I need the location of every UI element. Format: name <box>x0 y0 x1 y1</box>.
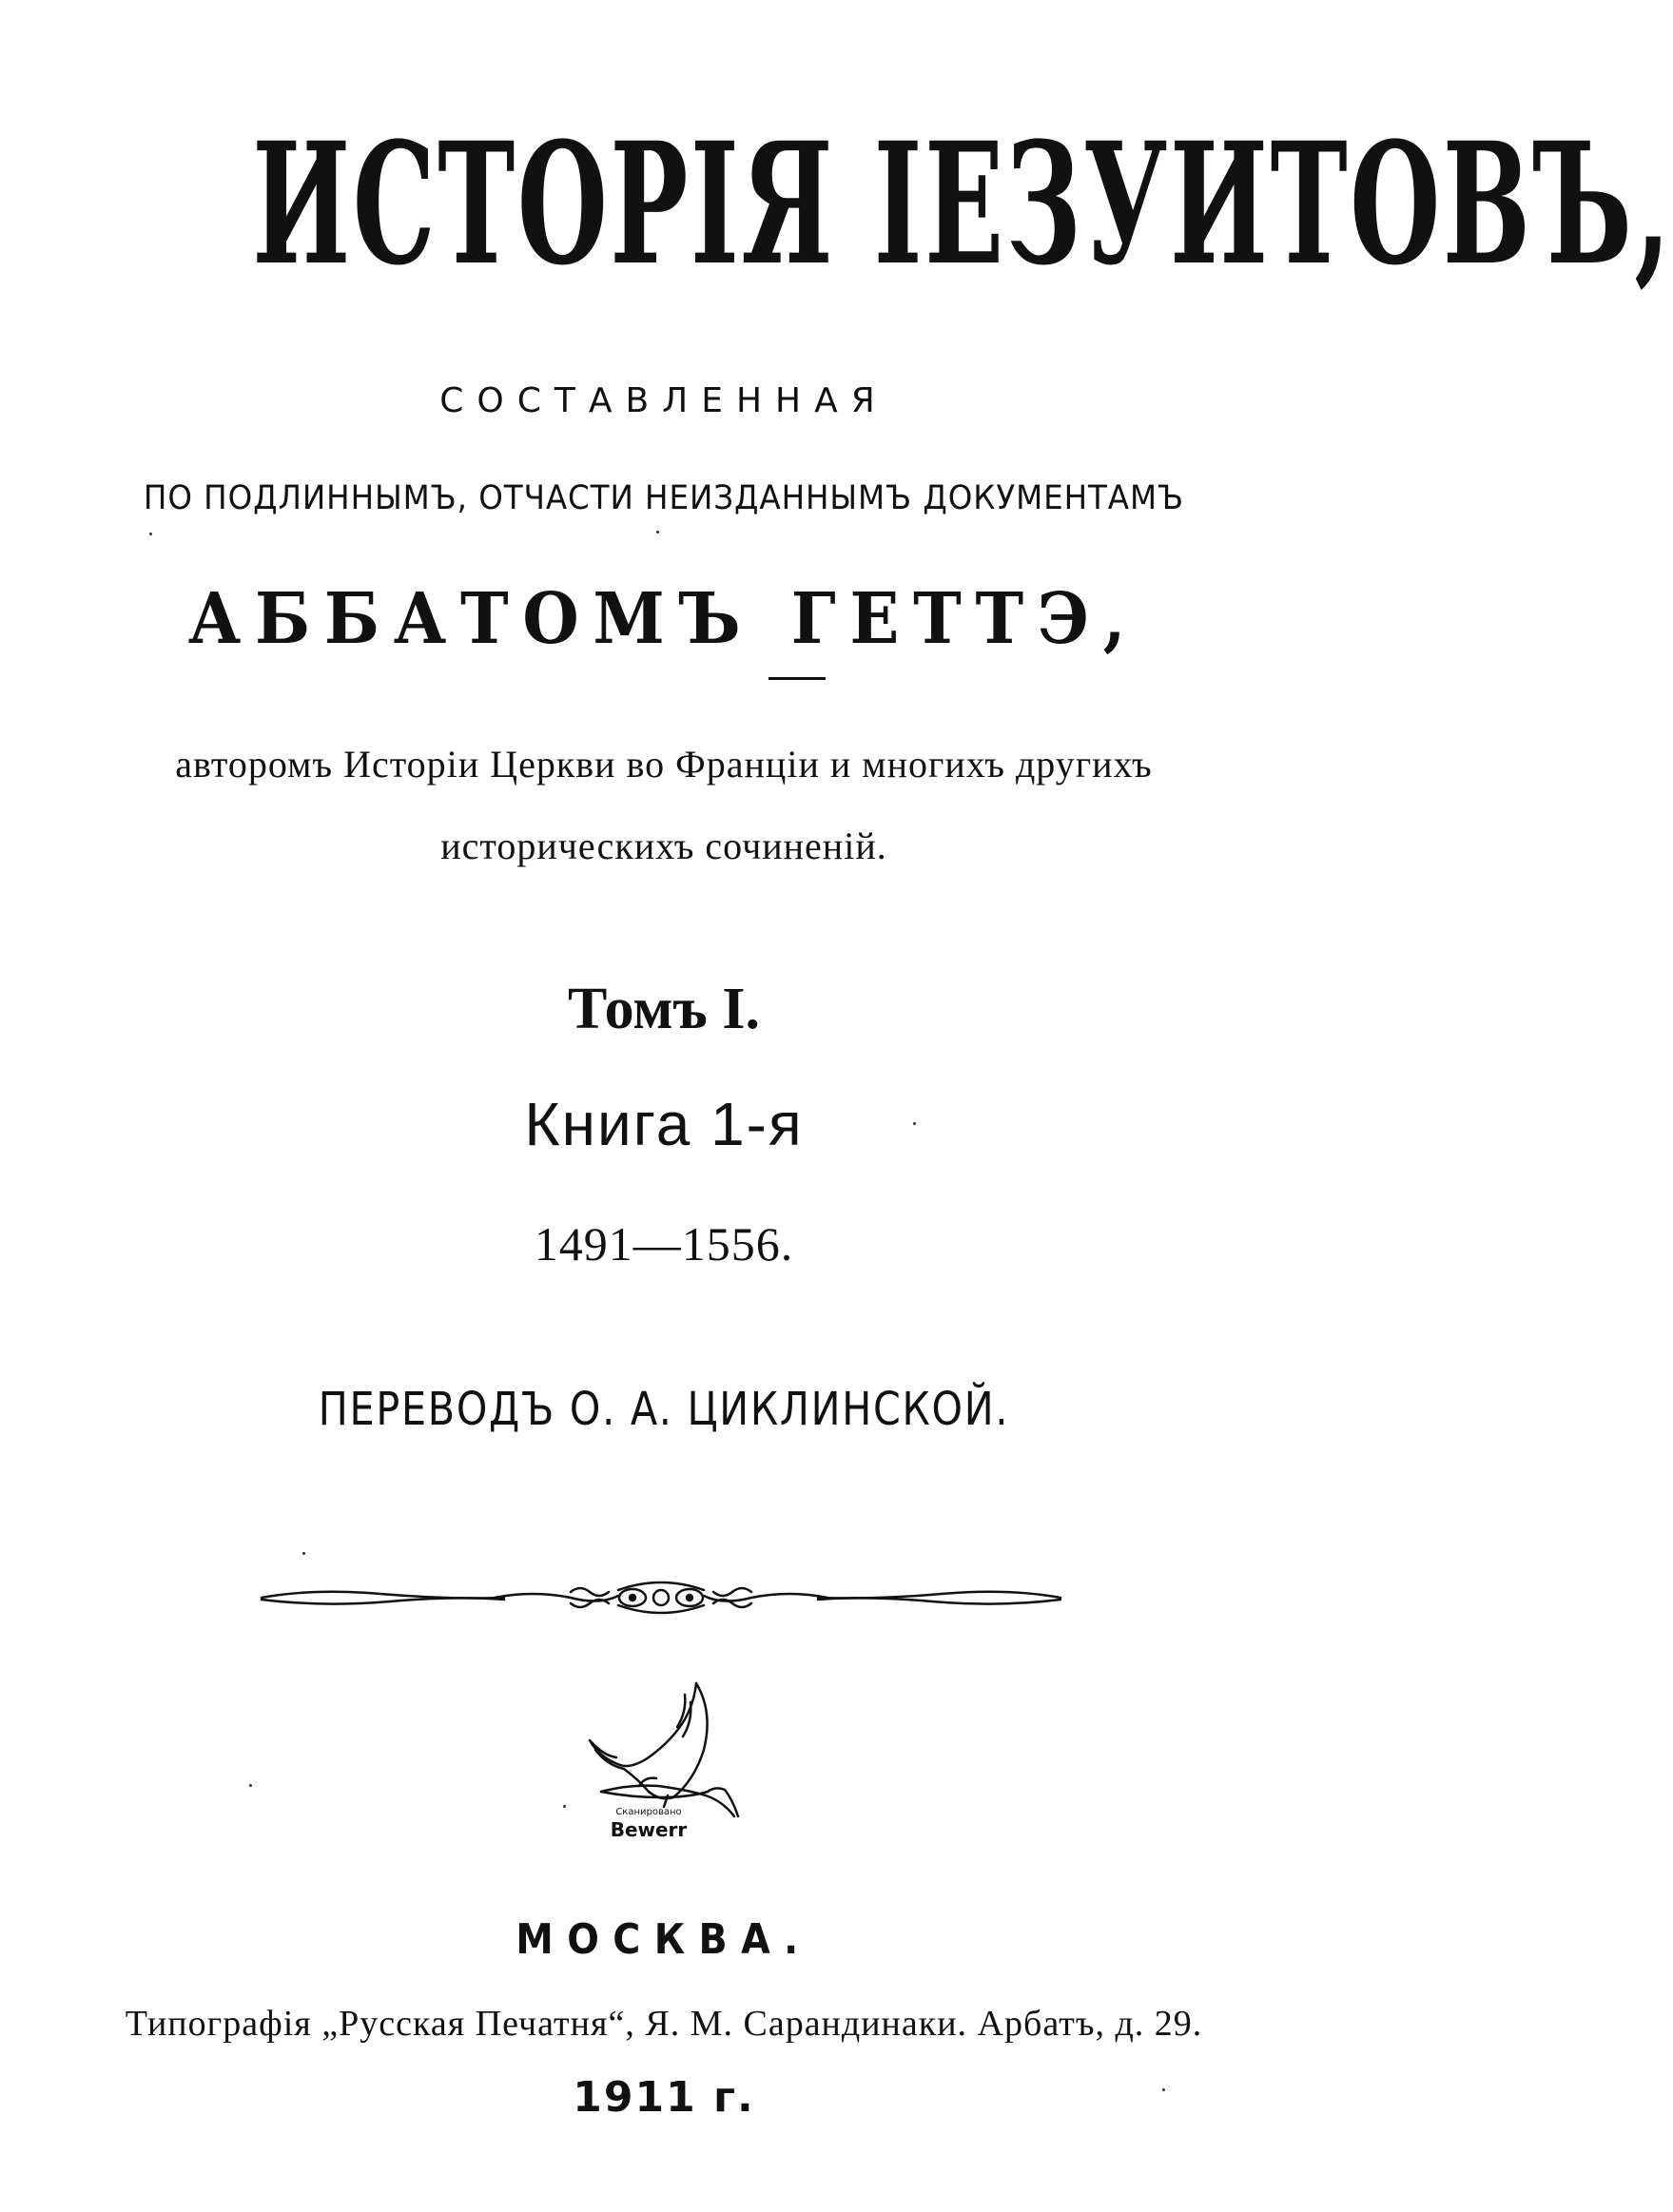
imprint-city: МОСКВА. <box>516 1915 812 1964</box>
stamp-caption: Bewerr <box>610 1818 688 1841</box>
author-divider <box>768 677 826 680</box>
paper-speck <box>249 1784 252 1787</box>
paper-speck <box>656 531 659 534</box>
book-title: ИСТОРІЯ ІЕЗУИТОВЪ, <box>252 106 1673 302</box>
book-label: Книга 1-я <box>524 1090 804 1158</box>
subtitle-sources: ПО ПОДЛИННЫМЪ, ОТЧАСТИ НЕИЗДАННЫМЪ ДОКУМЕНТАМЪ <box>143 479 1185 517</box>
paper-speck <box>149 533 152 535</box>
volume-label: Томъ I. <box>568 977 760 1041</box>
paper-speck <box>302 1552 305 1555</box>
paper-speck <box>913 1122 916 1125</box>
year-range: 1491—1556. <box>534 1217 794 1271</box>
imprint-year: 1911 г. <box>573 2073 755 2122</box>
subtitle-composed: СОСТАВЛЕННАЯ <box>439 381 888 420</box>
paper-speck <box>563 1805 566 1808</box>
paper-speck <box>1162 2088 1165 2091</box>
ornamental-divider-icon <box>257 1569 1065 1626</box>
author-name: АББАТОМЪ ГЕТТЭ, <box>187 578 1140 660</box>
imprint-printer: Типографія „Русская Печатня“, Я. М. Сарандинаки. Арбатъ, д. 29. <box>125 2004 1203 2044</box>
ibis-bird-icon <box>582 1674 753 1873</box>
translator-credit: ПЕРЕВОДЪ О. А. ЦИКЛИНСКОЙ. <box>318 1383 1010 1436</box>
author-credits-line-1: авторомъ Исторіи Церкви во Франціи и многихъ другихъ <box>175 743 1153 786</box>
author-credits-line-2: историческихъ сочиненій. <box>440 825 887 867</box>
stamp-small-caption: Сканировано <box>615 1807 682 1817</box>
